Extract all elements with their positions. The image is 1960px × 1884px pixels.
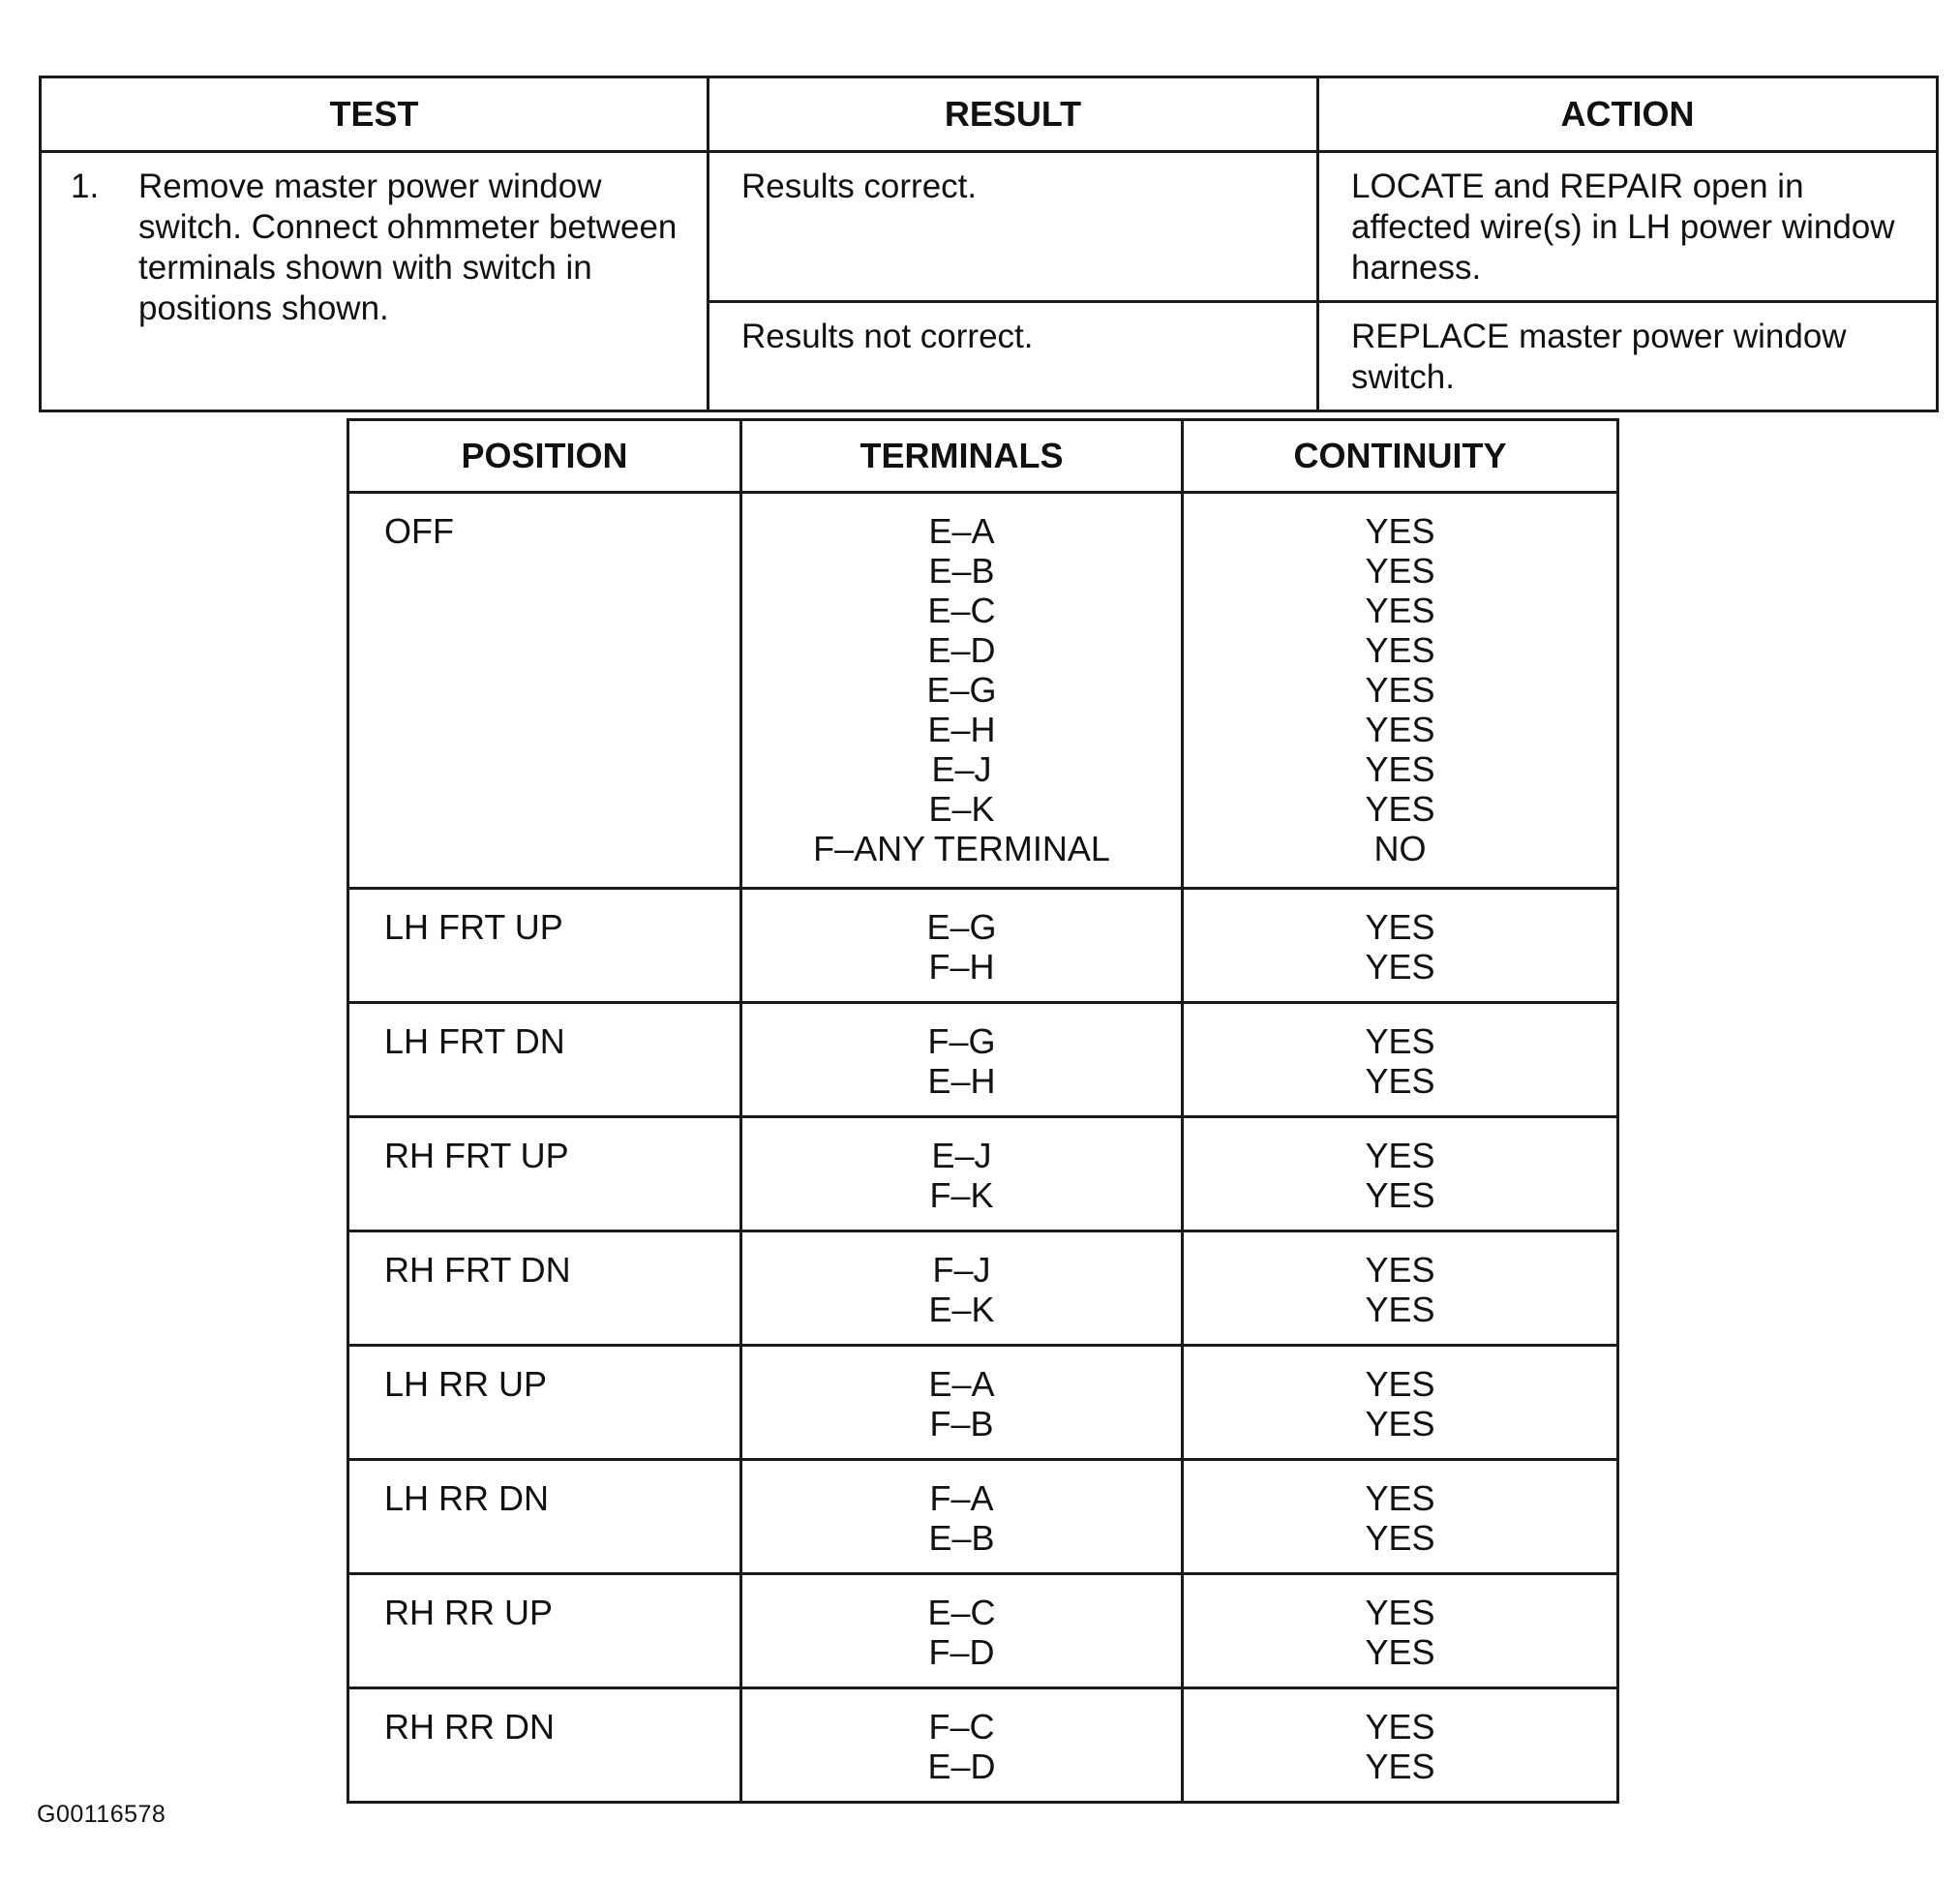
terminal-pair: F–K: [929, 1175, 994, 1215]
position-cell: RH FRT UP: [348, 1117, 741, 1231]
terminal-pair: E–J: [931, 749, 992, 789]
terminal-pair: F–ANY TERMINAL: [813, 829, 1110, 868]
terminal-pair: E–C: [927, 1593, 996, 1632]
terminal-pair: E–H: [927, 710, 996, 749]
terminal-pair: E–D: [927, 1747, 996, 1786]
result-cell: Results not correct.: [709, 302, 1318, 411]
position-cell: OFF: [348, 493, 741, 889]
continuity-value: YES: [1365, 1478, 1435, 1518]
terminal-pair: E–G: [926, 907, 997, 947]
table-row: [348, 1460, 1618, 1574]
terminal-pair: E–J: [931, 1136, 992, 1175]
terminal-pair: F–G: [927, 1021, 996, 1061]
continuity-value: YES: [1365, 1518, 1435, 1558]
terminal-pair: E–A: [928, 511, 995, 551]
header-action: ACTION: [1318, 77, 1938, 152]
test-result-action-table: [39, 76, 1939, 412]
continuity-value: YES: [1365, 1707, 1435, 1747]
table-row: [348, 1117, 1618, 1231]
continuity-value: YES: [1365, 591, 1435, 630]
continuity-value: YES: [1365, 551, 1435, 591]
table-row: [348, 1346, 1618, 1460]
continuity-value: YES: [1365, 630, 1435, 670]
header-test: TEST: [41, 77, 709, 152]
continuity-value: YES: [1365, 947, 1435, 987]
continuity-value: YES: [1365, 1747, 1435, 1786]
position-cell: LH FRT DN: [348, 1003, 741, 1117]
continuity-value: YES: [1365, 789, 1435, 829]
terminals-cell: [741, 1231, 1183, 1346]
figure-id: G00116578: [37, 1801, 166, 1828]
terminal-pair: F–B: [929, 1404, 994, 1443]
terminal-pair: E–H: [927, 1061, 996, 1101]
continuity-cell: [1183, 493, 1618, 889]
continuity-header-row: [348, 420, 1618, 493]
position-cell: RH RR DN: [348, 1688, 741, 1803]
position-cell: RH RR UP: [348, 1574, 741, 1688]
test-step-cell: [41, 152, 709, 411]
header-terminals: TERMINALS: [741, 420, 1183, 493]
continuity-cell: [1183, 1346, 1618, 1460]
step-number: 1.: [71, 167, 100, 205]
continuity-value: YES: [1365, 1632, 1435, 1672]
terminal-pair: F–C: [928, 1707, 995, 1747]
continuity-value: YES: [1365, 1175, 1435, 1215]
continuity-table: [347, 418, 1619, 1804]
continuity-value: YES: [1365, 749, 1435, 789]
terminal-pair: F–J: [932, 1250, 991, 1290]
continuity-value: YES: [1365, 1136, 1435, 1175]
table-row: [348, 1574, 1618, 1688]
action-cell: LOCATE and REPAIR open in affected wire(s) in LH power window harness.: [1318, 152, 1938, 302]
header-position: POSITION: [348, 420, 741, 493]
table-row: [348, 1003, 1618, 1117]
terminal-pair: E–C: [927, 591, 996, 630]
continuity-cell: [1183, 1117, 1618, 1231]
continuity-value: YES: [1365, 907, 1435, 947]
continuity-value: YES: [1365, 1021, 1435, 1061]
terminal-pair: E–B: [928, 1518, 995, 1558]
terminal-pair: E–A: [928, 1364, 995, 1404]
table-row: [348, 1231, 1618, 1346]
table-row: [348, 493, 1618, 889]
terminal-pair: E–B: [928, 551, 995, 591]
terminal-pair: F–A: [929, 1478, 994, 1518]
test-table-header-row: [41, 77, 1938, 152]
continuity-cell: [1183, 1574, 1618, 1688]
continuity-value: NO: [1373, 829, 1427, 868]
terminals-cell: [741, 889, 1183, 1003]
position-cell: RH FRT DN: [348, 1231, 741, 1346]
result-cell: Results correct.: [709, 152, 1318, 302]
continuity-cell: [1183, 889, 1618, 1003]
continuity-value: YES: [1365, 1404, 1435, 1443]
terminal-pair: E–G: [926, 670, 997, 710]
table-row: [348, 889, 1618, 1003]
position-cell: LH RR UP: [348, 1346, 741, 1460]
terminal-pair: E–D: [927, 630, 996, 670]
terminals-cell: [741, 1117, 1183, 1231]
terminal-pair: E–K: [928, 1290, 995, 1329]
header-continuity: CONTINUITY: [1183, 420, 1618, 493]
header-result: RESULT: [709, 77, 1318, 152]
terminal-pair: E–K: [928, 789, 995, 829]
continuity-value: YES: [1365, 1290, 1435, 1329]
terminals-cell: [741, 1003, 1183, 1117]
position-cell: LH RR DN: [348, 1460, 741, 1574]
continuity-table-body: [348, 493, 1618, 1803]
terminal-pair: F–H: [928, 947, 995, 987]
continuity-cell: [1183, 1688, 1618, 1803]
continuity-cell: [1183, 1231, 1618, 1346]
continuity-value: YES: [1365, 1364, 1435, 1404]
continuity-value: YES: [1365, 1250, 1435, 1290]
action-cell: REPLACE master power window switch.: [1318, 302, 1938, 411]
terminals-cell: [741, 1460, 1183, 1574]
step-instruction: Remove master power window switch. Connect ohmmeter between terminals shown with switch in positions shown.: [138, 167, 678, 327]
table-row: [348, 1688, 1618, 1803]
continuity-value: YES: [1365, 1593, 1435, 1632]
terminals-cell: [741, 493, 1183, 889]
continuity-value: YES: [1365, 670, 1435, 710]
test-row-results-correct: [41, 152, 1938, 302]
terminals-cell: [741, 1574, 1183, 1688]
continuity-cell: [1183, 1460, 1618, 1574]
continuity-value: YES: [1365, 511, 1435, 551]
terminal-pair: F–D: [928, 1632, 995, 1672]
terminals-cell: [741, 1346, 1183, 1460]
continuity-cell: [1183, 1003, 1618, 1117]
terminals-cell: [741, 1688, 1183, 1803]
continuity-value: YES: [1365, 710, 1435, 749]
continuity-value: YES: [1365, 1061, 1435, 1101]
position-cell: LH FRT UP: [348, 889, 741, 1003]
